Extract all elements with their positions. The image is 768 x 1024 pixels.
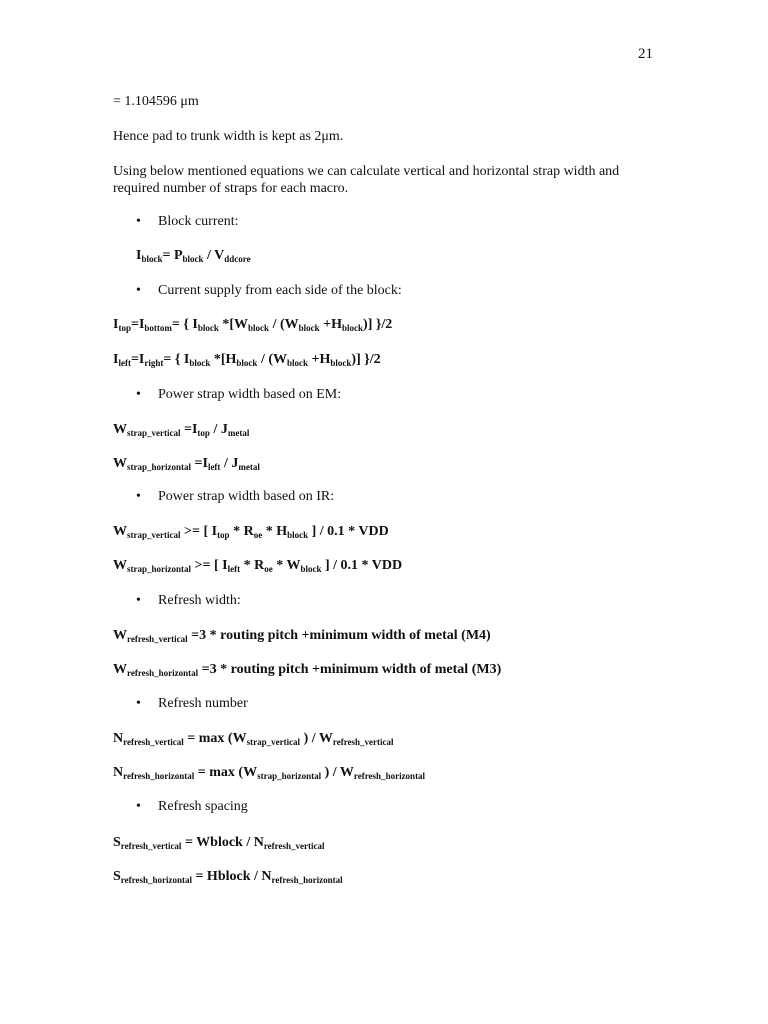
bullet-current-supply xyxy=(136,282,402,299)
equation-refresh-spacing-vertical: $S_{refresh\_vertical}$ = Wblock / $N_{refresh\_vertical}$ xyxy=(113,835,325,851)
page-number: 21 xyxy=(638,46,653,62)
equation-refresh-number-horizontal: $N_{refresh\_horizontal} = \max (W_{strap\_horizontal}$ ) / $W_{refresh\_horizontal}$ xyxy=(113,765,426,781)
bullet-strap-width-em xyxy=(136,386,341,403)
equation-strap-vertical-em: $W_{strap\_vertical} =I_{top} / J_{metal}$ xyxy=(113,422,250,438)
bullet-dot: • xyxy=(136,489,141,504)
equation-strap-vertical-ir: $W_{strap\_vertical}$ >= [ $I_{top} * R_{oe} * H_{block}$ ] / 0.1 * VDD xyxy=(113,524,389,540)
equation-block-current: $I_{block}= P_{block} / V_{ddcore}$ xyxy=(136,248,251,264)
equation-strap-horizontal-em: $W_{strap\_horizontal} =I_{left} / J_{metal}$ xyxy=(113,456,260,472)
bullet-refresh-spacing xyxy=(136,798,248,815)
bullet-label: Block current: xyxy=(158,214,239,229)
bullet-dot: • xyxy=(136,799,141,814)
bullet-dot: • xyxy=(136,387,141,402)
bullet-dot: • xyxy=(136,283,141,298)
bullet-label: Current supply from each side of the block: xyxy=(158,283,402,298)
equation-strap-horizontal-ir: $W_{strap\_horizontal}$ >= [ $I_{left} * R_{oe} * W_{block}$ ] / 0.1 * VDD xyxy=(113,558,403,574)
equation-top-bottom-current: $I_{top}=I_{bottom}=$ { $I_{block}$ $*[W_{block} / (W_{block} +H_{block})]$ }/2 xyxy=(113,317,393,333)
bullet-label: Refresh spacing xyxy=(158,799,248,814)
paragraph-pad-width: Hence pad to trunk width is kept as 2μm. xyxy=(113,129,344,144)
bullet-label: Refresh number xyxy=(158,696,248,711)
paragraph-intro-equations: Using below mentioned equations we can calculate vertical and horizontal strap width and required number of straps for each macro. xyxy=(113,164,620,196)
equation-refresh-width-vertical: $W_{refresh\_vertical} =3$ * routing pitch +minimum width of metal (M4) xyxy=(113,628,491,644)
bullet-dot: • xyxy=(136,593,141,608)
bullet-block-current xyxy=(136,213,238,230)
bullet-dot: • xyxy=(136,696,141,711)
equation-left-right-current: $I_{left}=I_{right}=$ { $I_{block}$ $*[H_{block} / (W_{block} +H_{block})]$ }/2 xyxy=(113,352,381,368)
bullet-label: Refresh width: xyxy=(158,593,241,608)
equation-refresh-width-horizontal: $W_{refresh\_horizontal} =3$ * routing pitch +minimum width of metal (M3) xyxy=(113,662,502,678)
bullet-dot: • xyxy=(136,214,141,229)
equation-refresh-spacing-horizontal: $S_{refresh\_horizontal}$ = Hblock / $N_{refresh\_horizontal}$ xyxy=(113,869,343,885)
bullet-refresh-number xyxy=(136,695,248,712)
equation-refresh-number-vertical: $N_{refresh\_vertical} = \max (W_{strap\_vertical}$ ) / $W_{refresh\_vertical}$ xyxy=(113,731,394,747)
bullet-label: Power strap width based on IR: xyxy=(158,489,335,504)
bullet-label: Power strap width based on EM: xyxy=(158,387,342,402)
bullet-refresh-width xyxy=(136,592,241,609)
bullet-strap-width-ir xyxy=(136,488,334,505)
paragraph-result-value: = 1.104596 μm xyxy=(113,94,199,109)
